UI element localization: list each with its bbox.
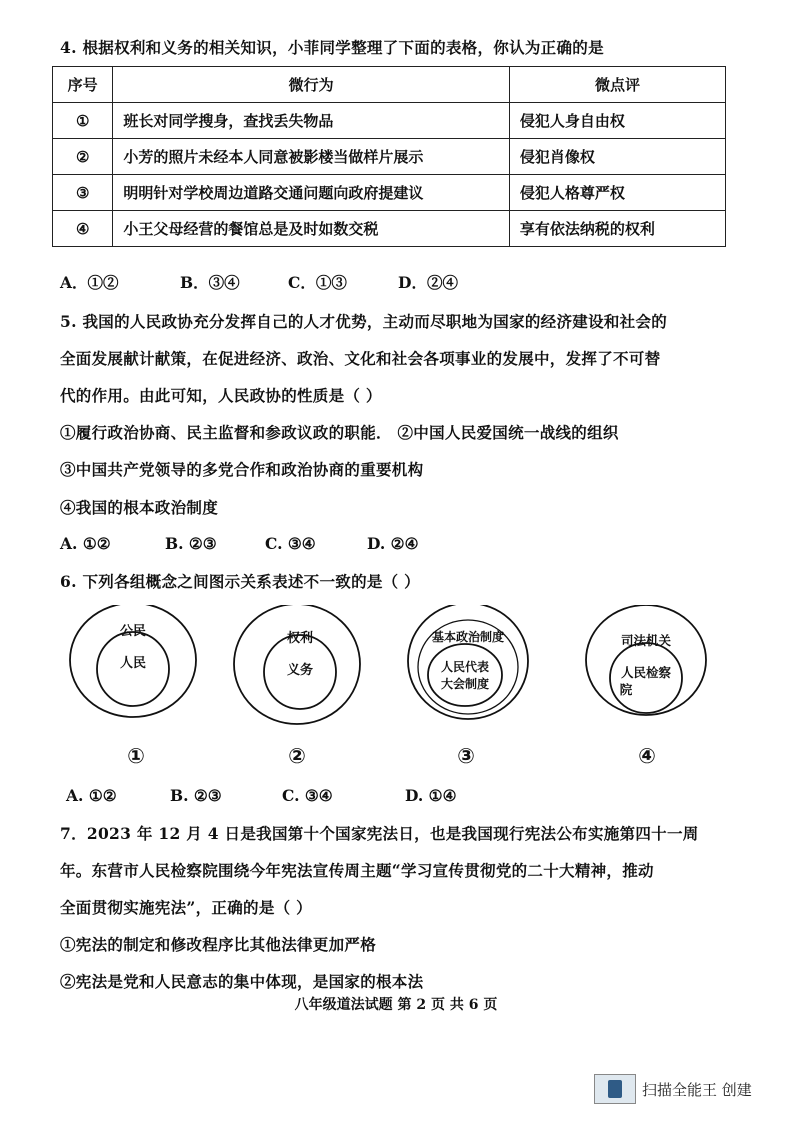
inner-circle	[428, 644, 502, 706]
inner-label-2: 院	[619, 682, 633, 697]
diagram-number: ①	[127, 744, 145, 768]
table-row	[53, 103, 726, 139]
q4-option-d: D．②④	[398, 273, 458, 292]
inner-label-1: 人民检察	[620, 665, 672, 680]
header-comment: 微点评	[509, 67, 725, 103]
diagram-number: ③	[457, 744, 475, 768]
row-index: ①	[53, 103, 113, 139]
q4-table	[52, 66, 726, 247]
diagram-number: ④	[638, 744, 656, 768]
q5-item-3: ③中国共产党领导的多党合作和政治协商的重要机构	[60, 460, 424, 479]
q5-line-2: 全面发展献计献策，在促进经济、政治、文化和社会各项事业的发展中，发挥了不可替	[60, 349, 661, 368]
q6-option-a: A. ①②	[66, 786, 117, 805]
inner-label-2: 大会制度	[440, 677, 490, 691]
q6-option-d: D. ①④	[405, 786, 457, 805]
q5-item-1: ①履行政治协商、民主监督和参政议政的职能． ②中国人民爱国统一战线的组织	[60, 423, 619, 442]
row-index: ③	[53, 175, 113, 211]
q5-option-c: C. ③④	[265, 534, 316, 553]
q7-line-1: 7．2023 年 12 月 4 日是我国第十个国家宪法日，也是我国现行宪法公布实施第四十一周	[60, 824, 699, 843]
q7-item-1: ①宪法的制定和修改程序比其他法律更加严格	[60, 935, 377, 954]
row-index: ④	[53, 211, 113, 247]
q6-option-b: B. ②③	[170, 786, 222, 805]
diagram-2	[234, 605, 360, 768]
row-behavior: 小王父母经营的餐馆总是及时如数交税	[113, 211, 510, 247]
q4-option-b: B．③④	[180, 273, 240, 292]
q6-diagrams	[60, 605, 740, 775]
q6-stem: 6. 下列各组概念之间图示关系表述不一致的是（ ）	[60, 572, 420, 591]
q5-item-4: ④我国的根本政治制度	[60, 498, 219, 517]
diagram-number: ②	[288, 744, 306, 768]
inner-label-1: 人民代表	[440, 660, 490, 674]
q5-option-d: D. ②④	[367, 534, 419, 553]
table-row	[53, 211, 726, 247]
outer-circle	[586, 605, 706, 715]
q6-option-c: C. ③④	[282, 786, 333, 805]
q5-line-1: 5. 我国的人民政协充分发挥自己的人才优势，主动而尽职地为国家的经济建设和社会的	[60, 312, 668, 331]
outer-label: 权利	[286, 631, 314, 646]
row-comment: 侵犯肖像权	[509, 139, 725, 175]
header-behavior: 微行为	[113, 67, 510, 103]
row-behavior: 小芳的照片未经本人同意被影楼当做样片展示	[113, 139, 510, 175]
diagram-3	[408, 605, 528, 768]
row-comment: 享有依法纳税的权利	[509, 211, 725, 247]
table-row	[53, 175, 726, 211]
row-comment: 侵犯人格尊严权	[509, 175, 725, 211]
camscanner-logo-icon	[594, 1074, 636, 1104]
q5-option-b: B. ②③	[165, 534, 217, 553]
q4-option-c: C．①③	[288, 273, 347, 292]
q7-line-2: 年。东营市人民检察院围绕今年宪法宣传周主题“学习宣传贯彻党的二十大精神，推动	[60, 861, 654, 880]
diagram-4	[586, 605, 706, 768]
header-index: 序号	[53, 67, 113, 103]
row-behavior: 班长对同学搜身，查找丢失物品	[113, 103, 510, 139]
page-footer: 八年级道法试题 第 2 页 共 6 页	[294, 997, 498, 1013]
table-header-row	[53, 67, 726, 103]
row-comment: 侵犯人身自由权	[509, 103, 725, 139]
table-row	[53, 139, 726, 175]
scanner-watermark	[594, 1074, 752, 1104]
scanner-label: 扫描全能王 创建	[642, 1080, 752, 1099]
row-behavior: 明明针对学校周边道路交通问题向政府提建议	[113, 175, 510, 211]
row-index: ②	[53, 139, 113, 175]
q4-stem: 4. 根据权利和义务的相关知识，小菲同学整理了下面的表格，你认为正确的是	[60, 38, 604, 57]
diagram-1	[70, 605, 196, 768]
outer-label: 公民	[119, 624, 147, 639]
inner-label: 人民	[119, 656, 147, 671]
q5-option-a: A. ①②	[60, 534, 111, 553]
outer-label: 司法机关	[620, 633, 672, 648]
outer-label: 基本政治制度	[431, 630, 505, 644]
q7-item-2: ②宪法是党和人民意志的集中体现，是国家的根本法	[60, 972, 424, 991]
q4-option-a: A．①②	[60, 273, 119, 292]
q5-line-3: 代的作用。由此可知，人民政协的性质是（ ）	[60, 386, 382, 405]
inner-label: 义务	[286, 663, 314, 678]
q7-line-3: 全面贯彻实施宪法”，正确的是（ ）	[60, 898, 312, 917]
